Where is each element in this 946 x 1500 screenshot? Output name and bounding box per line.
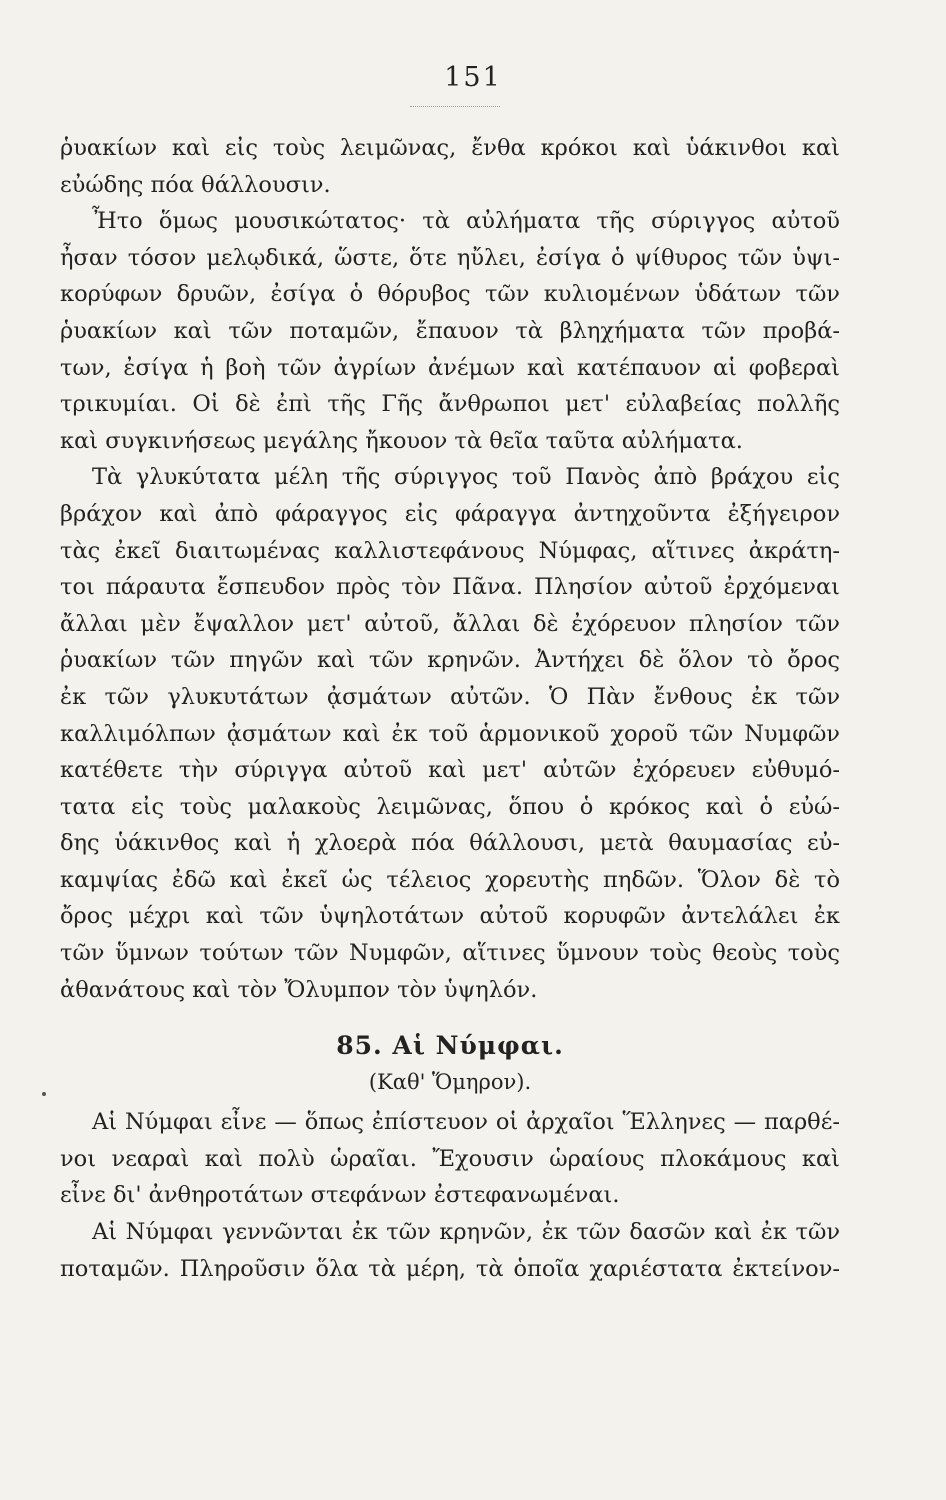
text-line: καὶ συγκινήσεως μεγάλης ἤκουον τὰ θεῖα ταῦτα αὐλήματα. [60,427,743,454]
text-line: ῥυακίων καὶ τῶν ποταμῶν, ἔπαυον τὰ βληχήματα τῶν προβά- [60,317,840,344]
text-line: νοι νεαραὶ καὶ πολὺ ὡραῖαι. Ἔχουσιν ὡραίους πλοκάμους καὶ [60,1145,840,1172]
text-line: ποταμῶν. Πληροῦσιν ὅλα τὰ μέρη, τὰ ὁποῖα χαριέστατα ἐκτείνον- [60,1255,840,1282]
text-line: τὰς ἐκεῖ διαιτωμένας καλλιστεφάνους Νύμφας, αἵτινες ἀκράτη- [60,537,840,564]
text-line: ἐκ τῶν γλυκυτάτων ᾀσμάτων αὐτῶν. Ὁ Πὰν ἔνθους ἐκ τῶν [60,683,840,710]
text-line: εἶνε δι' ἀνθηροτάτων στεφάνων ἐστεφανωμέναι. [60,1182,620,1209]
paragraph [60,1214,840,1287]
text-line: τοι πάραυτα ἔσπευδον πρὸς τὸν Πᾶνα. Πλησίον αὐτοῦ ἐρχόμεναι [60,574,840,601]
text-line: ἀθανάτους καὶ τὸν Ὄλυμπον τὸν ὑψηλόν. [60,976,538,1003]
margin-dot [42,1092,46,1096]
header-rule [410,106,500,107]
text-line: τρικυμίαι. Οἱ δὲ ἐπὶ τῆς Γῆς ἄνθρωποι μετ' εὐλαβείας πολλῆς [60,391,840,418]
text-line: καμψίας ἐδῶ καὶ ἐκεῖ ὡς τέλειος χορευτὴς πηδῶν. Ὅλον δὲ τὸ [60,866,840,893]
text-line: Ἦτο ὅμως μουσικώτατος· τὰ αὐλήματα τῆς σύριγγος αὐτοῦ [92,208,840,235]
text-line: ἦσαν τόσον μελῳδικά, ὥστε, ὅτε ηὔλει, ἐσίγα ὁ ψίθυρος τῶν ὑψι- [60,244,840,271]
text-line: των, ἐσίγα ἡ βοὴ τῶν ἀγρίων ἀνέμων καὶ κατέπαυον αἱ φοβεραὶ [60,354,840,381]
page-number: 151 [444,62,502,93]
text-line: ὄρος μέχρι καὶ τῶν ὑψηλοτάτων αὐτοῦ κορυφῶν ἀντελάλει ἐκ [60,903,840,930]
text-line: ῥυακίων τῶν πηγῶν καὶ τῶν κρηνῶν. Ἀντήχει δὲ ὅλον τὸ ὄρος [60,647,840,674]
text-line: καλλιμόλπων ᾀσμάτων καὶ ἐκ τοῦ ἁρμονικοῦ χοροῦ τῶν Νυμφῶν [60,720,840,747]
text-line: ἄλλαι μὲν ἔψαλλον μετ' αὐτοῦ, ἄλλαι δὲ ἐχόρευον πλησίον τῶν [60,610,840,637]
paragraph [60,130,840,203]
body-text [60,130,840,1287]
paragraph [60,203,840,459]
text-line: τατα εἰς τοὺς μαλακοὺς λειμῶνας, ὅπου ὁ κρόκος καὶ ὁ εὐώ- [60,793,840,820]
text-line: Αἱ Νύμφαι γεννῶνται ἐκ τῶν κρηνῶν, ἐκ τῶν δασῶν καὶ ἐκ τῶν [92,1219,840,1246]
text-line: κορύφων δρυῶν, ἐσίγα ὁ θόρυβος τῶν κυλιομένων ὑδάτων τῶν [60,281,840,308]
text-line: κατέθετε τὴν σύριγγα αὐτοῦ καὶ μετ' αὐτῶν ἐχόρευεν εὐθυμό- [60,757,840,784]
paragraph [60,1104,840,1214]
text-line: τῶν ὕμνων τούτων τῶν Νυμφῶν, αἵτινες ὕμνουν τοὺς θεοὺς τοὺς [60,940,840,967]
section-subheading: (Καθ' Ὅμηρον). [368,1070,532,1095]
text-line: δης ὑάκινθος καὶ ἡ χλοερὰ πόα θάλλουσι, μετὰ θαυμασίας εὐ- [60,830,840,857]
paragraph [60,459,840,1008]
text-line: ῥυακίων καὶ εἰς τοὺς λειμῶνας, ἔνθα κρόκοι καὶ ὑάκινθοι καὶ [60,135,840,161]
text-line: Τὰ γλυκύτατα μέλη τῆς σύριγγος τοῦ Πανὸς ἀπὸ βράχου εἰς [92,464,840,491]
text-line: εὐώδης πόα θάλλουσιν. [60,171,331,198]
text-line: βράχον καὶ ἀπὸ φάραγγος εἰς φάραγγα ἀντηχοῦντα ἐξήγειρον [60,500,840,527]
section-heading: 85. Αἱ Νύμφαι. [336,1031,564,1061]
text-line: Αἱ Νύμφαι εἶνε — ὅπως ἐπίστευον οἱ ἀρχαῖοι Ἕλληνες — παρθέ- [92,1109,840,1136]
